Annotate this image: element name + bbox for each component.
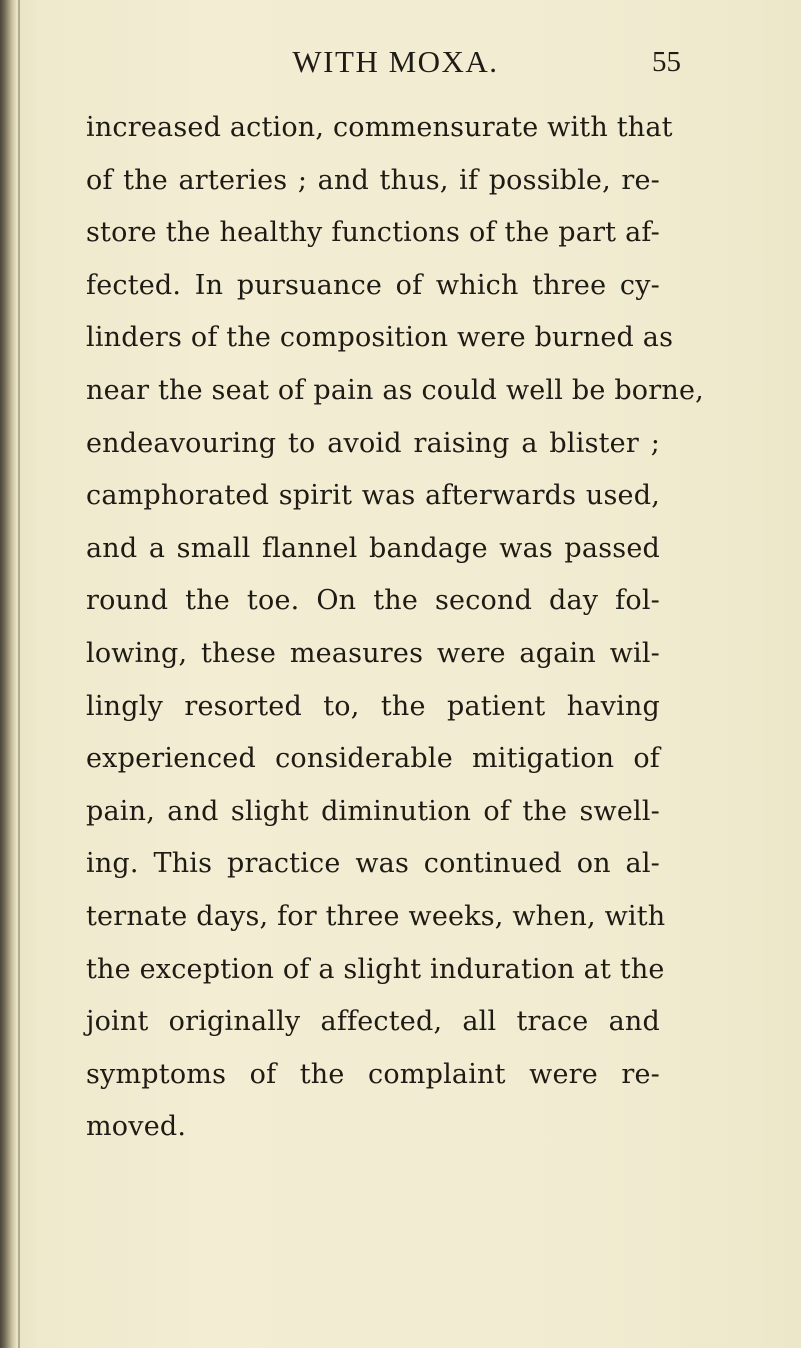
text-line: ternate days, for three weeks, when, with: [86, 900, 666, 932]
running-head: [0, 44, 801, 84]
text-line: pain, and slight diminution of the swell-: [86, 795, 660, 827]
page-binding-edge: [0, 0, 16, 1348]
body-text: [86, 102, 704, 1154]
text-line: of the arteries ; and thus, if possible, re-: [86, 164, 660, 196]
text-line: the exception of a slight induration at the: [86, 953, 665, 985]
page-number: 55: [652, 46, 681, 78]
text-line: ing. This practice was continued on al-: [86, 848, 660, 880]
text-line: joint originally affected, all trace and: [86, 1006, 660, 1038]
text-line: and a small flannel bandage was passed: [86, 532, 660, 564]
text-line: camphorated spirit was afterwards used,: [86, 480, 660, 512]
text-line: lowing, these measures were again wil-: [86, 637, 660, 669]
running-title: WITH MOXA.: [292, 44, 499, 79]
text-line: moved.: [86, 1111, 187, 1143]
text-line: experienced considerable mitigation of: [86, 743, 660, 775]
text-line: linders of the composition were burned as: [86, 322, 674, 354]
text-line: fected. In pursuance of which three cy-: [86, 269, 660, 301]
text-line: symptoms of the complaint were re-: [86, 1058, 660, 1090]
page-gutter-line: [18, 0, 20, 1348]
text-line: store the healthy functions of the part af-: [86, 217, 660, 249]
text-line: endeavouring to avoid raising a blister ;: [86, 427, 660, 459]
text-line: round the toe. On the second day fol-: [86, 585, 660, 617]
text-line: lingly resorted to, the patient having: [86, 690, 660, 722]
text-line: increased action, commensurate with that: [86, 112, 673, 143]
text-line: near the seat of pain as could well be borne,: [86, 374, 704, 406]
